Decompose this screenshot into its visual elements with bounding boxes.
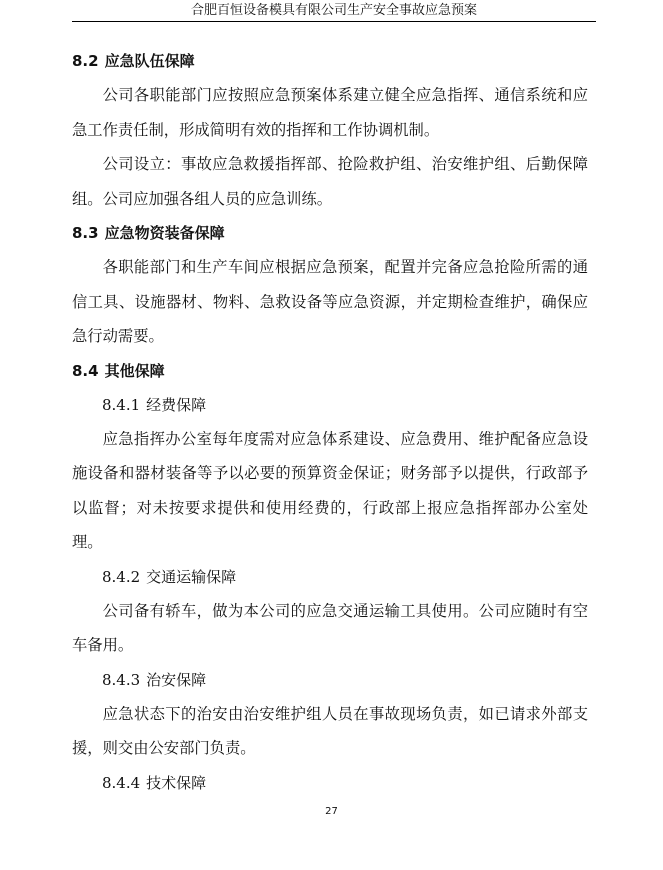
subsection-number: 8.4.2 xyxy=(102,567,141,586)
page-content xyxy=(72,44,588,800)
subsection-number: 8.4.1 xyxy=(102,395,141,414)
section-title: 应急队伍保障 xyxy=(104,52,195,70)
section-title: 应急物资装备保障 xyxy=(104,224,225,242)
paragraph: 应急指挥办公室每年度需对应急体系建设、应急费用、维护配备应急设施设备和器材装备等予以必要的预算资金保证；财务部予以提供，行政部予以监督；对未按要求提供和使用经费的，行政部上报应急指挥部办公室处理。 xyxy=(72,429,588,551)
paragraph: 公司备有轿车，做为本公司的应急交通运输工具使用。公司应随时有空车备用。 xyxy=(72,601,588,654)
subsection-title: 交通运输保障 xyxy=(146,567,237,586)
page-number: 27 xyxy=(325,806,338,817)
subsection-title: 技术保障 xyxy=(146,773,207,792)
section-8-4-heading xyxy=(72,354,588,388)
paragraph: 公司各职能部门应按照应急预案体系建立健全应急指挥、通信系统和应急工作责任制，形成简明有效的指挥和工作协调机制。 xyxy=(72,86,588,139)
paragraph: 公司设立：事故应急救援指挥部、抢险救护组、治安维护组、后勤保障组。公司应加强各组人员的应急训练。 xyxy=(72,155,588,208)
subsection-8-4-3-heading xyxy=(72,663,588,697)
subsection-8-4-4-heading xyxy=(72,766,588,800)
section-8-2-heading xyxy=(72,44,588,78)
section-number: 8.4 xyxy=(72,361,99,380)
section-8-3-heading xyxy=(72,216,588,250)
section-number: 8.3 xyxy=(72,224,99,242)
section-number: 8.2 xyxy=(72,52,99,70)
subsection-title: 经费保障 xyxy=(146,395,207,414)
document-header: 合肥百恒设备模具有限公司生产安全事故应急预案 xyxy=(190,3,477,18)
section-title: 其他保障 xyxy=(104,361,165,380)
header-rule xyxy=(72,21,596,22)
subsection-number: 8.4.4 xyxy=(102,773,141,792)
subsection-8-4-1-heading xyxy=(72,388,588,422)
paragraph: 各职能部门和生产车间应根据应急预案，配置并完备应急抢险所需的通信工具、设施器材、物料、急救设备等应急资源，并定期检查维护，确保应急行动需要。 xyxy=(72,258,588,345)
subsection-number: 8.4.3 xyxy=(102,670,141,689)
subsection-title: 治安保障 xyxy=(146,670,207,689)
paragraph: 应急状态下的治安由治安维护组人员在事故现场负责，如已请求外部支援，则交由公安部门负责。 xyxy=(72,704,588,757)
subsection-8-4-2-heading xyxy=(72,560,588,594)
